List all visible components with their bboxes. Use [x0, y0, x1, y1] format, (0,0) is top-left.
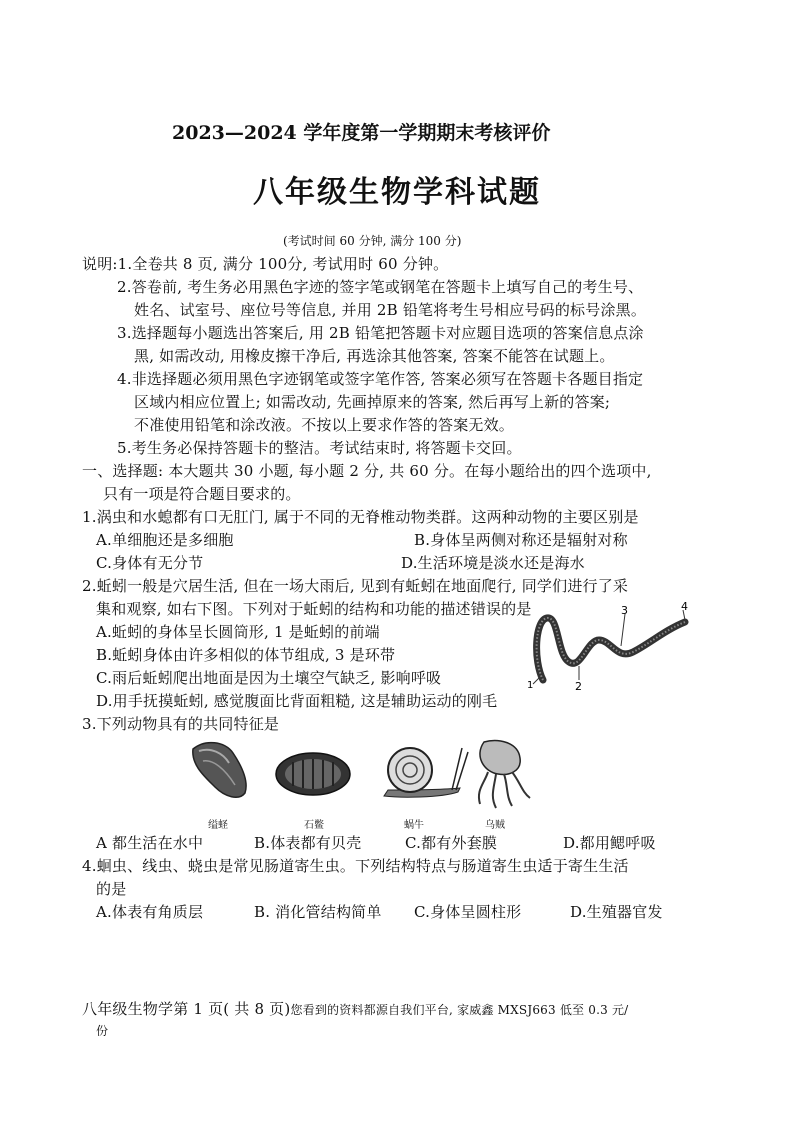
instruction-line: 3.选择题每小题选出答案后, 用 2B 铅笔把答题卡对应题目选项的答案信息点涂: [117, 324, 644, 342]
instruction-line: 4.非选择题必须用黑色字迹钢笔或签字笔作答, 答案必须写在答题卡各题目指定: [117, 370, 644, 388]
instruction-line: 黑, 如需改动, 用橡皮擦干净后, 再选涂其他答案, 答案不能答在试题上。: [134, 347, 615, 365]
question-stem: 4.蛔虫、线虫、蛲虫是常见肠道寄生虫。下列结构特点与肠道寄生虫适于寄生生活: [82, 857, 629, 875]
chiton-image: [273, 750, 353, 798]
option-c: C.都有外套膜: [405, 834, 498, 852]
section-heading-cont: 只有一项是符合题目要求的。: [103, 485, 301, 503]
option-a: A.体表有角质层: [96, 903, 204, 921]
figure-label-1: 1: [527, 680, 534, 691]
figure-label-2: 2: [575, 680, 582, 693]
option-b: B.体表都有贝壳: [254, 834, 362, 852]
snail-image: [380, 738, 470, 803]
exam-year-title: 2023—2024 学年度第一学期期末考核评价: [172, 122, 551, 144]
earthworm-body: [537, 618, 685, 680]
option-b: B.蚯蚓身体由许多相似的体节组成, 3 是环带: [96, 646, 396, 664]
figure-label-3: 3: [621, 604, 628, 617]
option-c: C.身体呈圆柱形: [414, 903, 522, 921]
question-stem: 1.涡虫和水螅都有口无肛门, 属于不同的无脊椎动物类群。这两种动物的主要区别是: [82, 508, 639, 526]
option-b: B. 消化管结构简单: [254, 903, 382, 921]
question-stem: 2.蚯蚓一般是穴居生活, 但在一场大雨后, 见到有蚯蚓在地面爬行, 同学们进行了采: [82, 577, 629, 595]
footer-note-cont: 份: [96, 1024, 109, 1038]
exam-subject-title: 八年级生物学科试题: [253, 175, 541, 210]
option-c: C.雨后蚯蚓爬出地面是因为土壤空气缺乏, 影响呼吸: [96, 669, 442, 687]
option-a: A.单细胞还是多细胞: [96, 531, 234, 549]
question-stem-cont: 的是: [96, 880, 127, 898]
page-footer: [82, 998, 628, 1021]
instruction-line: 说明:1.全卷共 8 页, 满分 100分, 考试用时 60 分钟。: [82, 255, 449, 273]
razor-clam-image: [185, 735, 255, 805]
option-a: A 都生活在水中: [96, 834, 204, 852]
option-d: D.用手抚摸蚯蚓, 感觉腹面比背面粗糙, 这是辅助运动的刚毛: [96, 692, 498, 710]
animal-name-chiton: 石鳖: [304, 820, 324, 831]
squid-image: [468, 738, 538, 810]
option-d: D.都用鳃呼吸: [563, 834, 656, 852]
animal-name-squid: 乌贼: [485, 820, 505, 831]
section-heading: 一、选择题: 本大题共 30 小题, 每小题 2 分, 共 60 分。在每小题给出的四个选项中,: [82, 462, 652, 480]
figure-label-4: 4: [681, 600, 688, 613]
option-c: C.身体有无分节: [96, 554, 204, 572]
question-stem-cont: 集和观察, 如右下图。下列对于蚯蚓的结构和功能的描述错误的是: [96, 600, 532, 618]
page-number: 八年级生物学第 1 页( 共 8 页): [82, 1000, 291, 1018]
question-stem: 3.下列动物具有的共同特征是: [82, 715, 280, 733]
option-d: D.生殖器官发: [570, 903, 663, 921]
instruction-line: 区域内相应位置上; 如需改动, 先画掉原来的答案, 然后再写上新的答案;: [134, 393, 611, 411]
instruction-line: 2.答卷前, 考生务必用黑色字迹的签字笔或钢笔在答题卡上填写自己的考生号、: [117, 278, 644, 296]
footer-note: 您看到的资料都源自我们平台, 家威鑫 MXSJ663 低至 0.3 元/: [290, 1003, 629, 1017]
instruction-line: 5.考生务必保持答题卡的整洁。考试结束时, 将答题卡交回。: [117, 439, 522, 457]
animal-name-snail: 蜗牛: [404, 820, 424, 831]
instruction-line: 不准使用铅笔和涂改液。不按以上要求作答的答案无效。: [134, 416, 515, 434]
option-d: D.生活环境是淡水还是海水: [401, 554, 585, 572]
animal-name-razor-clam: 缢蛏: [208, 820, 228, 831]
instruction-line: 姓名、试室号、座位号等信息, 并用 2B 铅笔将考生号相应号码的标号涂黑。: [134, 301, 647, 319]
option-a: A.蚯蚓的身体呈长圆筒形, 1 是蚯蚓的前端: [96, 623, 380, 641]
option-b: B.身体呈两侧对称还是辐射对称: [414, 531, 628, 549]
exam-time-info: (考试时间 60 分钟, 满分 100 分): [283, 234, 462, 248]
earthworm-figure: [525, 600, 700, 695]
